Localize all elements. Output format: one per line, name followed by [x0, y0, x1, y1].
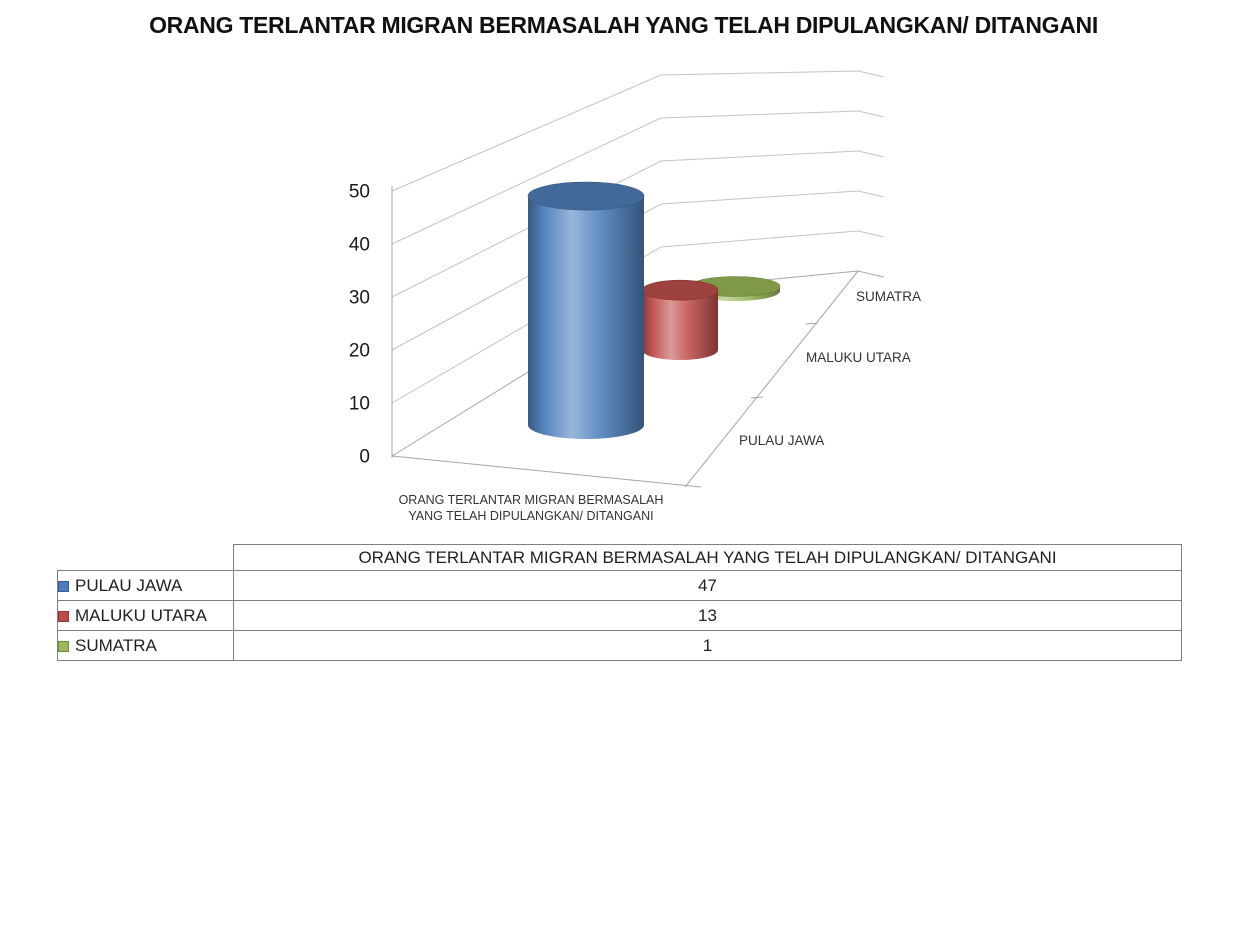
data-table [57, 544, 1182, 661]
category-axis-label: YANG TELAH DIPULANGKAN/ DITANGANI [408, 509, 654, 523]
value-axis-tick-label: 30 [348, 287, 370, 309]
cylinder-pulau-jawa [528, 182, 644, 439]
cylinder-top [642, 280, 718, 300]
table-row [58, 571, 1182, 601]
value-axis-tick-label: 10 [348, 393, 370, 415]
value-axis-tick-label: 20 [348, 340, 370, 362]
row-label: SUMATRA [75, 635, 157, 655]
series-color-swatch [58, 611, 69, 622]
value-axis-tick-label: 50 [348, 181, 370, 203]
series-label: MALUKU UTARA [806, 350, 911, 365]
3d-cylinder-chart [0, 40, 1247, 585]
series-color-swatch [58, 641, 69, 652]
depth-axis-tick [751, 397, 763, 398]
cylinder-maluku-utara [642, 280, 718, 360]
table-row [58, 631, 1182, 661]
table-header-row [58, 545, 1182, 571]
series-color-swatch [58, 581, 69, 592]
cylinder-top [528, 182, 644, 210]
row-label-cell [58, 571, 234, 601]
row-value-cell: 47 [234, 571, 1182, 601]
table-corner-blank [58, 545, 234, 571]
row-label-cell [58, 601, 234, 631]
row-label: PULAU JAWA [75, 575, 183, 595]
row-label: MALUKU UTARA [75, 605, 207, 625]
series-label: PULAU JAWA [739, 433, 825, 448]
cylinder-body [528, 196, 644, 439]
table-row [58, 601, 1182, 631]
cylinder-body [642, 290, 718, 360]
value-axis-tick-label: 0 [359, 446, 370, 468]
category-axis [392, 456, 701, 487]
value-axis-tick-label: 40 [348, 234, 370, 256]
chart-title: ORANG TERLANTAR MIGRAN BERMASALAH YANG TELAH DIPULANGKAN/ DITANGANI [149, 12, 1098, 38]
row-value-cell: 13 [234, 601, 1182, 631]
row-label-cell [58, 631, 234, 661]
table-header-cell: ORANG TERLANTAR MIGRAN BERMASALAH YANG TELAH DIPULANGKAN/ DITANGANI [234, 545, 1182, 571]
category-axis-label: ORANG TERLANTAR MIGRAN BERMASALAH [398, 493, 664, 507]
row-value-cell: 1 [234, 631, 1182, 661]
series-label: SUMATRA [856, 289, 922, 304]
